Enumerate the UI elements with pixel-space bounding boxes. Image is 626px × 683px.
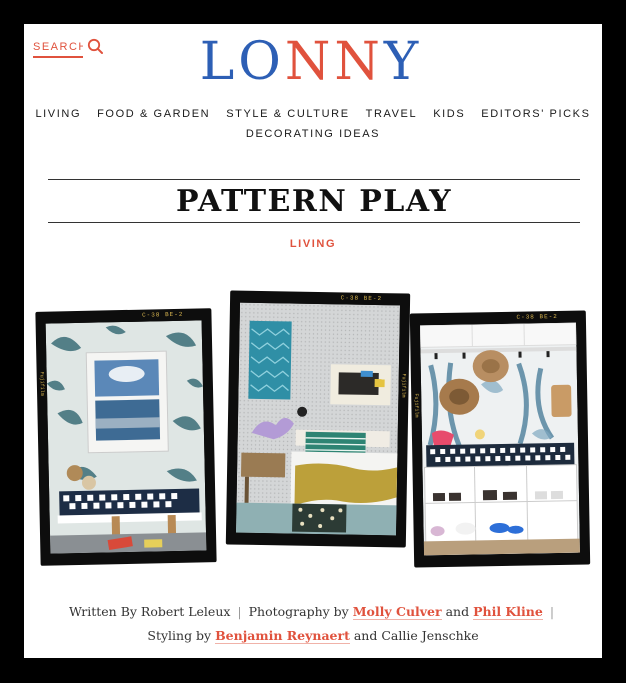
film-code-2: C-38 BE-2 <box>340 294 383 303</box>
photographer-link-1[interactable]: Molly Culver <box>352 604 442 619</box>
photography-label: Photography by <box>248 604 349 619</box>
film-side-label-2: Fujifilm <box>400 373 407 398</box>
nav-travel[interactable]: TRAVEL <box>365 108 418 120</box>
nav-kids[interactable]: KIDS <box>433 108 466 120</box>
title-rule-bottom <box>48 222 580 223</box>
photo-frame-1[interactable] <box>35 308 216 566</box>
photo-frame-3[interactable] <box>410 310 590 567</box>
search-box[interactable] <box>33 36 105 58</box>
logo-letter-n1: N <box>284 32 335 92</box>
styling-label: Styling by <box>147 628 212 643</box>
article-page <box>24 24 602 658</box>
logo-letter-o: O <box>238 32 285 92</box>
film-side-label-1: Fujifilm <box>38 371 46 396</box>
logo-letter-y: Y <box>383 32 423 92</box>
credits-line-1 <box>24 600 602 624</box>
photo-kids-bedroom <box>46 320 207 553</box>
nav-style-culture[interactable]: STYLE & CULTURE <box>226 108 350 120</box>
photo-mudroom <box>420 323 580 556</box>
stylist-link-1[interactable]: Benjamin Reynaert <box>215 628 350 643</box>
nav-food-garden[interactable]: FOOD & GARDEN <box>97 108 211 120</box>
search-underline <box>33 56 83 58</box>
film-code-3: C-38 BE-2 <box>516 312 558 321</box>
article-credits <box>24 600 602 648</box>
photographer-link-2[interactable]: Phil Kline <box>473 604 543 619</box>
nav-editors-picks[interactable]: EDITORS' PICKS <box>481 108 591 120</box>
film-code-1: C-38 BE-2 <box>141 310 184 319</box>
search-icon[interactable] <box>87 38 103 54</box>
film-side-label-3: Fujifilm <box>413 393 420 418</box>
credit-separator: | <box>237 604 242 619</box>
main-nav <box>24 104 602 144</box>
photo-bedroom <box>236 303 400 536</box>
photography-and: and <box>445 604 470 619</box>
page-title: PATTERN PLAY <box>175 183 453 219</box>
nav-living[interactable]: LIVING <box>35 108 82 120</box>
photo-frame-2[interactable] <box>226 290 410 547</box>
credit-separator-2: | <box>549 604 555 619</box>
search-input[interactable] <box>33 41 83 53</box>
nav-decorating-ideas[interactable]: DECORATING IDEAS <box>245 128 381 140</box>
site-logo[interactable] <box>186 32 436 92</box>
credits-line-2 <box>24 624 602 648</box>
author-credit: Written By Robert Leleux <box>68 604 231 619</box>
logo-letter-n2: N <box>334 32 384 92</box>
logo-letter-l: L <box>199 32 239 92</box>
title-rule-top <box>48 179 580 180</box>
stylist-2: and Callie Jenschke <box>353 628 479 643</box>
category-link[interactable]: LIVING <box>289 238 337 250</box>
